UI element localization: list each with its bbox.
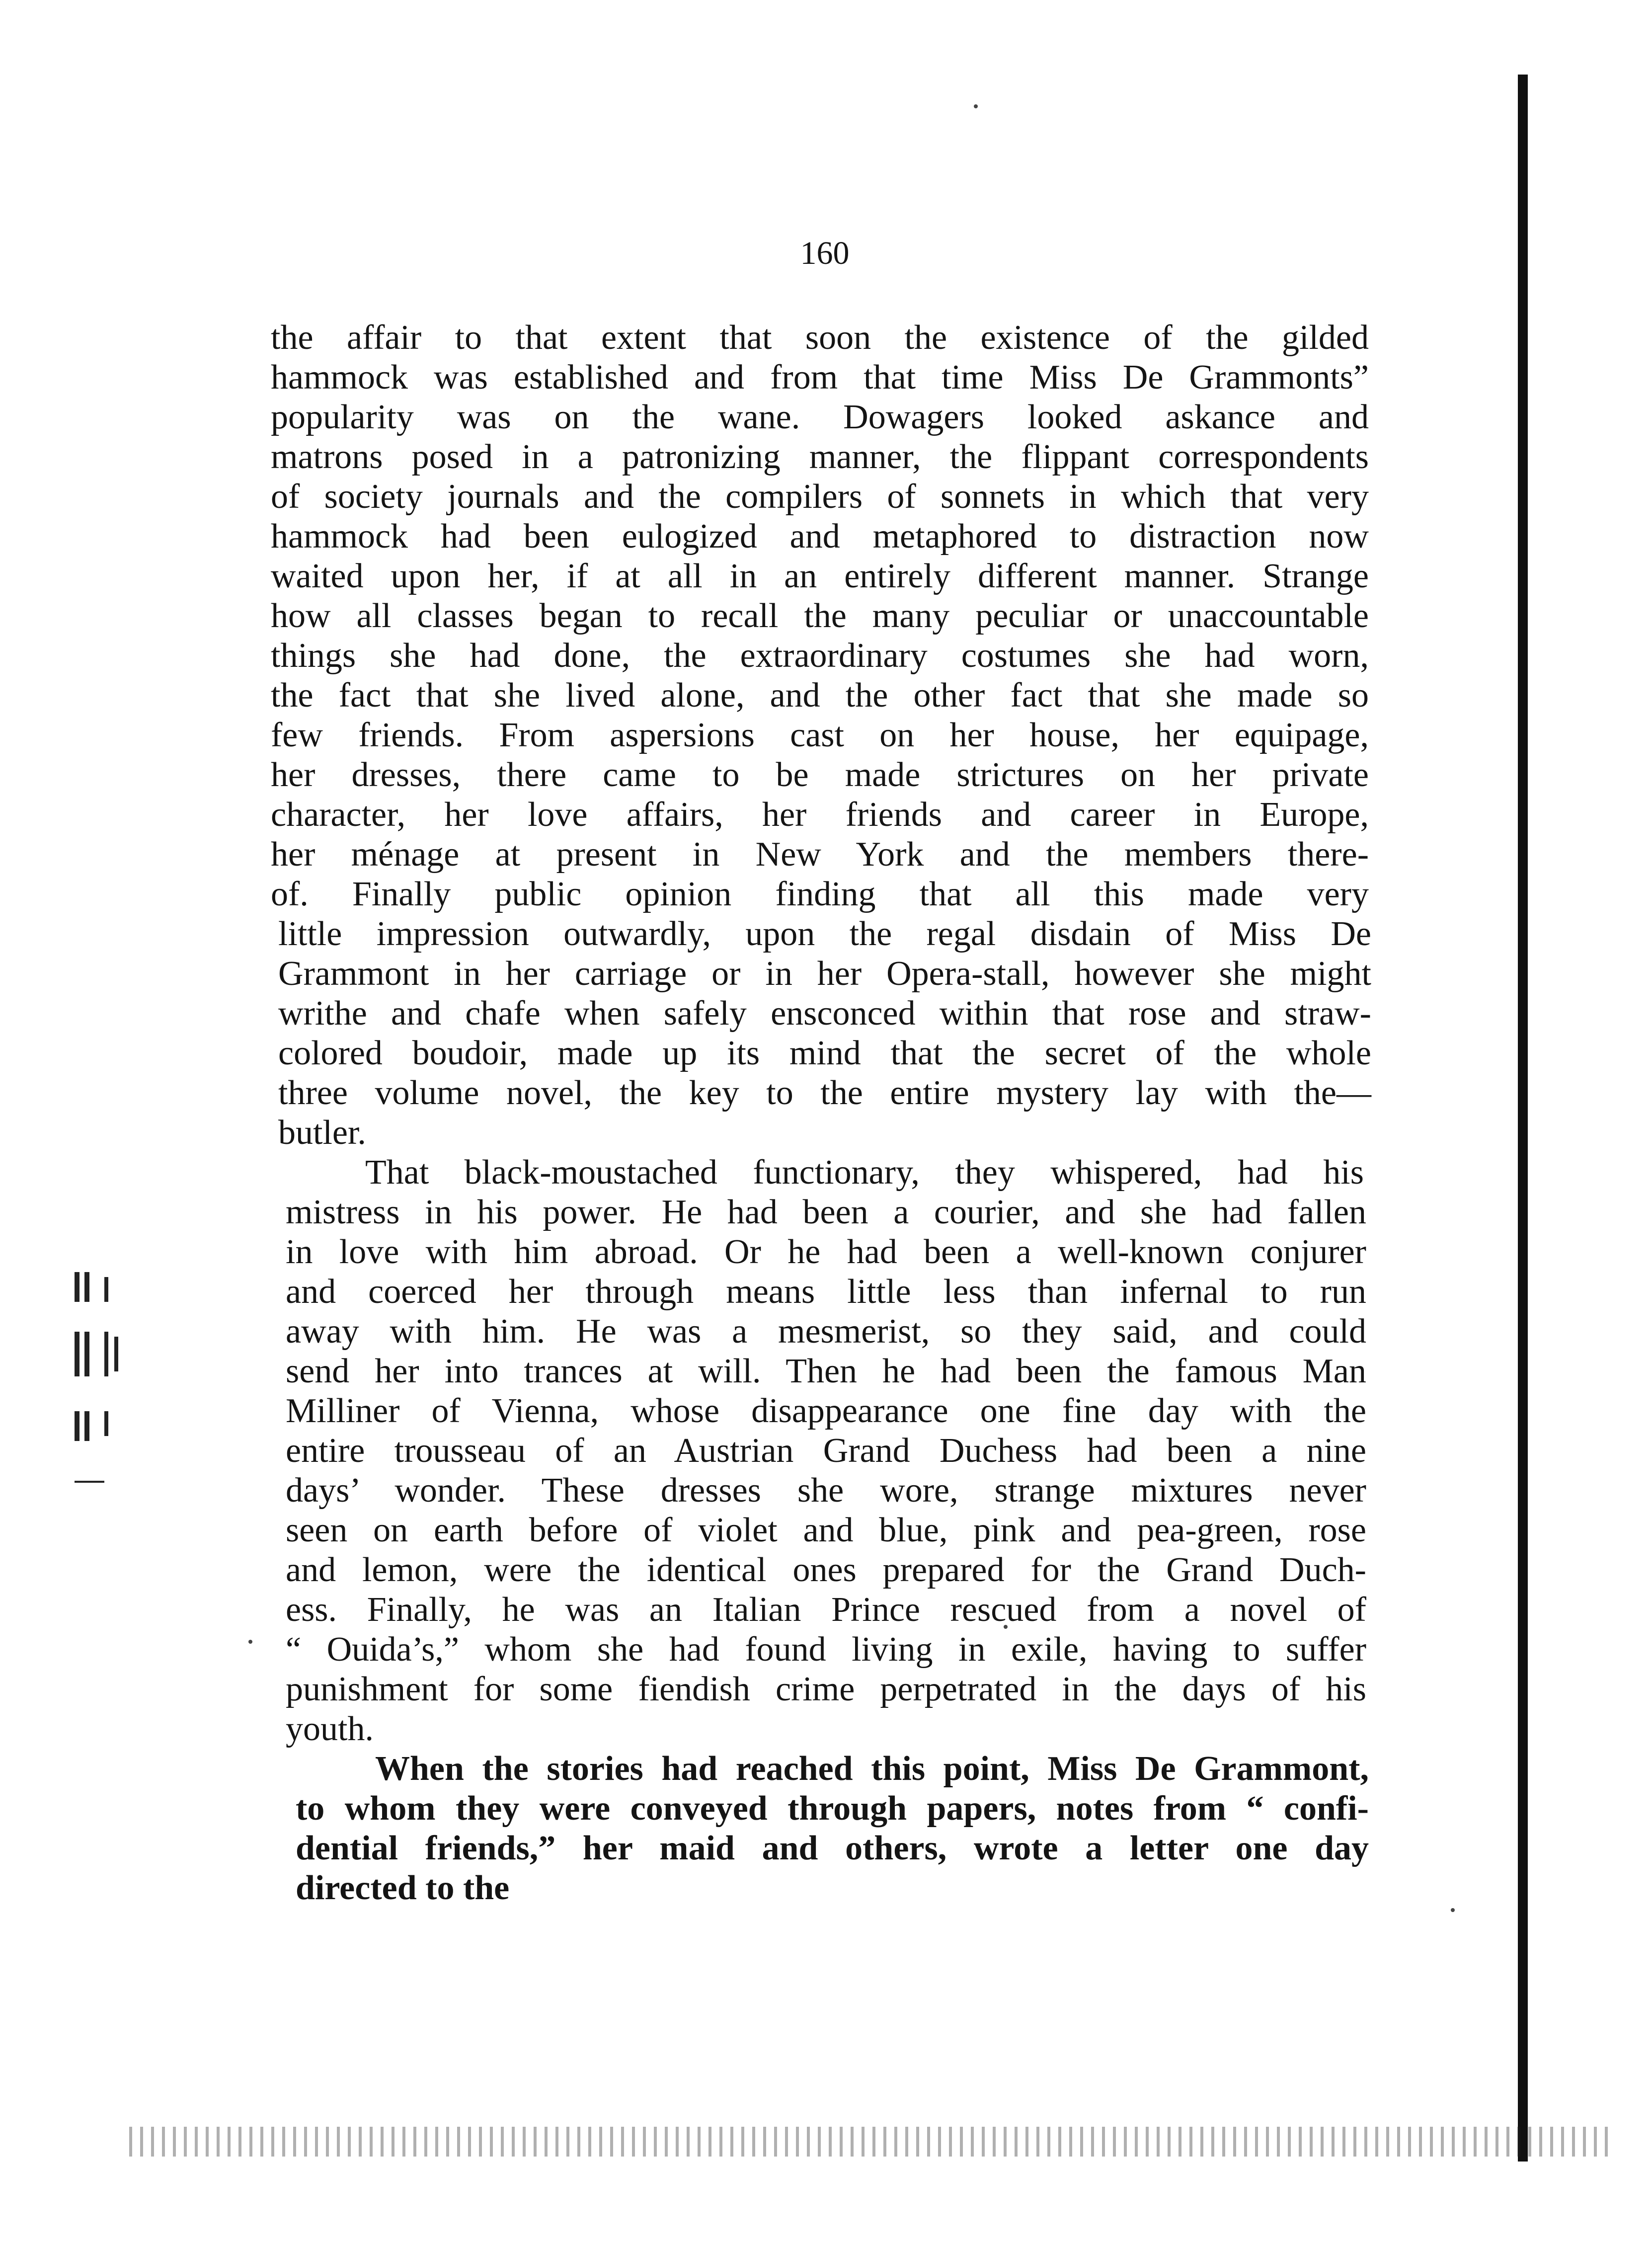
scan-mark — [114, 1337, 118, 1371]
text-line: dential friends,” her maid and others, wrote a letter one day — [296, 1829, 1369, 1867]
text-line: and coerced her through means little less than infernal to run — [286, 1273, 1366, 1311]
scan-mark — [84, 1332, 89, 1376]
text-line: “ Ouida’s,” whom she had found living in exile, having to suffer — [286, 1630, 1366, 1669]
text-line: hammock had been eulogized and metaphored to distraction now — [271, 517, 1369, 556]
text-line: little impression outwardly, upon the regal disdain of Miss De — [278, 915, 1371, 953]
scan-mark — [104, 1411, 108, 1436]
text-line: days’ wonder. These dresses she wore, strange mixtures never — [286, 1471, 1366, 1510]
scan-mark — [75, 1411, 79, 1441]
text-line: ess. Finally, he was an Italian Prince rescued from a novel of — [286, 1591, 1366, 1629]
text-line: hammock was established and from that time Miss De Grammonts” — [271, 358, 1369, 397]
text-line: send her into trances at will. Then he had been the famous Man — [286, 1352, 1366, 1390]
scan-speck — [1451, 1908, 1455, 1912]
text-line: and lemon, were the identical ones prepared for the Grand Duch- — [286, 1551, 1366, 1589]
scan-speck — [974, 104, 978, 108]
text-line: When the stories had reached this point, Miss De Grammont, — [375, 1750, 1369, 1788]
text-line: writhe and chafe when safely ensconced within that rose and straw- — [278, 994, 1371, 1033]
text-line: her ménage at present in New York and the members there- — [271, 835, 1369, 874]
scan-mark — [75, 1332, 79, 1376]
text-line: the affair to that extent that soon the existence of the gilded — [271, 319, 1369, 357]
text-line: away with him. He was a mesmerist, so they said, and could — [286, 1312, 1366, 1351]
text-line: to whom they were conveyed through papers, notes from “ confi- — [296, 1789, 1369, 1828]
text-line: colored boudoir, made up its mind that the secret of the whole — [278, 1034, 1371, 1072]
scan-speck — [248, 1640, 252, 1644]
text-line: Milliner of Vienna, whose disappearance one fine day with the — [286, 1392, 1366, 1430]
text-line: directed to the — [296, 1869, 510, 1907]
text-line: matrons posed in a patronizing manner, the flippant correspondents — [271, 438, 1369, 476]
text-line: waited upon her, if at all in an entirely different manner. Strange — [271, 557, 1369, 595]
text-line: mistress in his power. He had been a courier, and she had fallen — [286, 1193, 1366, 1231]
page-number: 160 — [800, 235, 850, 271]
scan-mark — [84, 1411, 89, 1441]
text-line: entire trousseau of an Austrian Grand Duchess had been a nine — [286, 1432, 1366, 1470]
scan-mark — [104, 1332, 108, 1376]
text-line: character, her love affairs, her friends and career in Europe, — [271, 796, 1369, 834]
text-line: popularity was on the wane. Dowagers looked askance and — [271, 398, 1369, 436]
text-line: three volume novel, the key to the entire mystery lay with the— — [278, 1074, 1371, 1112]
text-line: punishment for some fiendish crime perpetrated in the days of his — [286, 1670, 1366, 1708]
margin-scan-marks — [75, 1272, 129, 1491]
scan-bottom-noise — [129, 2127, 1610, 2157]
scan-binding-edge — [1518, 75, 1528, 2162]
text-line: of society journals and the compilers of sonnets in which that very — [271, 478, 1369, 516]
text-line: in love with him abroad. Or he had been a well-known conjurer — [286, 1233, 1366, 1271]
text-line: That black-moustached functionary, they whispered, had his — [365, 1153, 1364, 1192]
text-line: seen on earth before of violet and blue, pink and pea-green, rose — [286, 1511, 1366, 1549]
text-line: of. Finally public opinion finding that all this made very — [271, 875, 1369, 913]
text-line: how all classes began to recall the many peculiar or unaccountable — [271, 597, 1369, 635]
scan-mark — [75, 1481, 104, 1483]
text-line: butler. — [278, 1114, 366, 1152]
scan-mark — [84, 1272, 89, 1302]
scan-mark — [75, 1272, 79, 1302]
text-line: youth. — [286, 1710, 374, 1748]
text-line: the fact that she lived alone, and the other fact that she made so — [271, 676, 1369, 715]
text-line: things she had done, the extraordinary costumes she had worn, — [271, 637, 1369, 675]
text-line: few friends. From aspersions cast on her house, her equipage, — [271, 716, 1369, 754]
text-line: her dresses, there came to be made strictures on her private — [271, 756, 1369, 794]
scan-mark — [104, 1277, 108, 1302]
text-line: Grammont in her carriage or in her Opera-stall, however she might — [278, 955, 1371, 993]
